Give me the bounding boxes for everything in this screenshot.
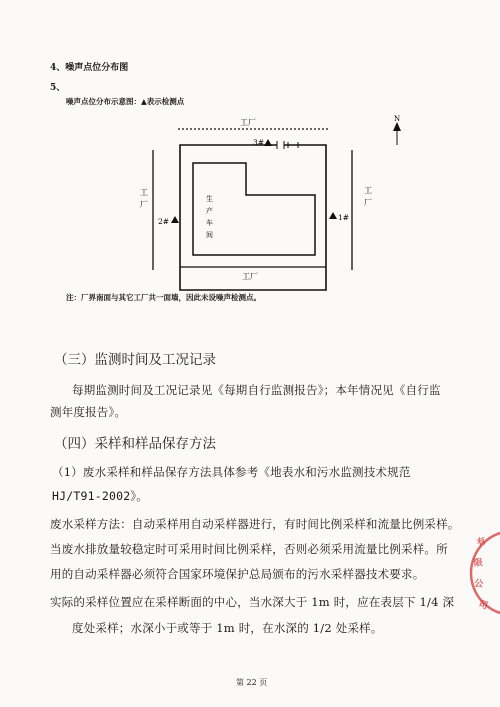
north-arrow	[393, 115, 401, 145]
plant-boundary	[180, 145, 326, 290]
bottom-factory-label: 工厂	[242, 272, 258, 281]
left-factory-label-2: 厂	[140, 200, 148, 209]
item-4-heading: 4、噪声点位分布图	[50, 63, 129, 73]
right-factory-label-1: 工	[364, 186, 372, 195]
right-factory-label-2: 厂	[364, 198, 372, 207]
svg-text:司: 司	[476, 599, 489, 612]
section-3-heading: （三）监测时间及工况记录	[54, 352, 216, 368]
svg-text:车: 车	[206, 219, 213, 227]
page-number: 第 22 页	[236, 678, 268, 687]
top-factory-label: 工厂	[240, 118, 256, 127]
section-4-para-2-line-1: 废水采样方法：自动采样用自动采样器进行，有时间比例采样和流量比例采样。	[50, 517, 460, 531]
section-4-para-3-line-2: 度处采样；水深小于或等于 1m 时，在水深的 1/2 处采样。	[72, 621, 383, 635]
section-4-para-3-line-1: 实际的采样位置应在采样断面的中心，当水深大于 1m 时，应在表层下 1/4 深	[50, 595, 455, 609]
section-3-para-line-1: 每期监测时间及工况记录见《每期自行监测报告》；本年情况见《自行监	[72, 383, 441, 397]
svg-text:生: 生	[206, 195, 213, 203]
svg-text:2#: 2#	[158, 217, 170, 226]
section-4-para-1-line-2: HJ/T91-2002》。	[52, 489, 149, 503]
noise-point-diagram	[0, 105, 500, 315]
svg-text:3#: 3#	[253, 138, 265, 147]
point-3-marker	[253, 138, 272, 147]
left-factory-label-1: 工	[140, 188, 148, 197]
svg-text:产: 产	[206, 207, 213, 215]
section-4-para-2-line-3: 用的自动采样器必须符合国家环境保护总局颁布的污水采样器技术要求。	[50, 567, 425, 581]
svg-text:公: 公	[473, 579, 484, 590]
point-1-marker	[329, 212, 349, 222]
section-4-heading: （四）采样和样品保存方法	[54, 436, 216, 452]
workshop-label	[206, 194, 213, 239]
section-4-para-2-line-2: 当废水排放量较稳定时可采用时间比例采样，否则必须采用流量比例采样。所	[50, 542, 448, 556]
section-4-para-1-line-1: （1）废水采样和样品保存方法具体参考《地表水和污水监测技术规范	[52, 465, 411, 479]
item-5-heading: 5、	[50, 83, 66, 93]
svg-text:间: 间	[206, 231, 213, 239]
svg-text:1#: 1#	[338, 213, 350, 222]
north-label: N	[394, 115, 401, 123]
svg-text:有: 有	[475, 536, 488, 549]
company-seal	[468, 518, 500, 628]
section-3-para-line-2: 测年度报告》。	[50, 405, 127, 419]
diagram-note: 注：厂界南面与其它工厂共一面墙，因此未设噪声检测点。	[66, 293, 261, 302]
svg-text:限: 限	[473, 558, 484, 569]
point-2-marker	[158, 216, 179, 226]
diagram-caption: 噪声点位分布示意图：▲表示检测点	[66, 97, 185, 106]
